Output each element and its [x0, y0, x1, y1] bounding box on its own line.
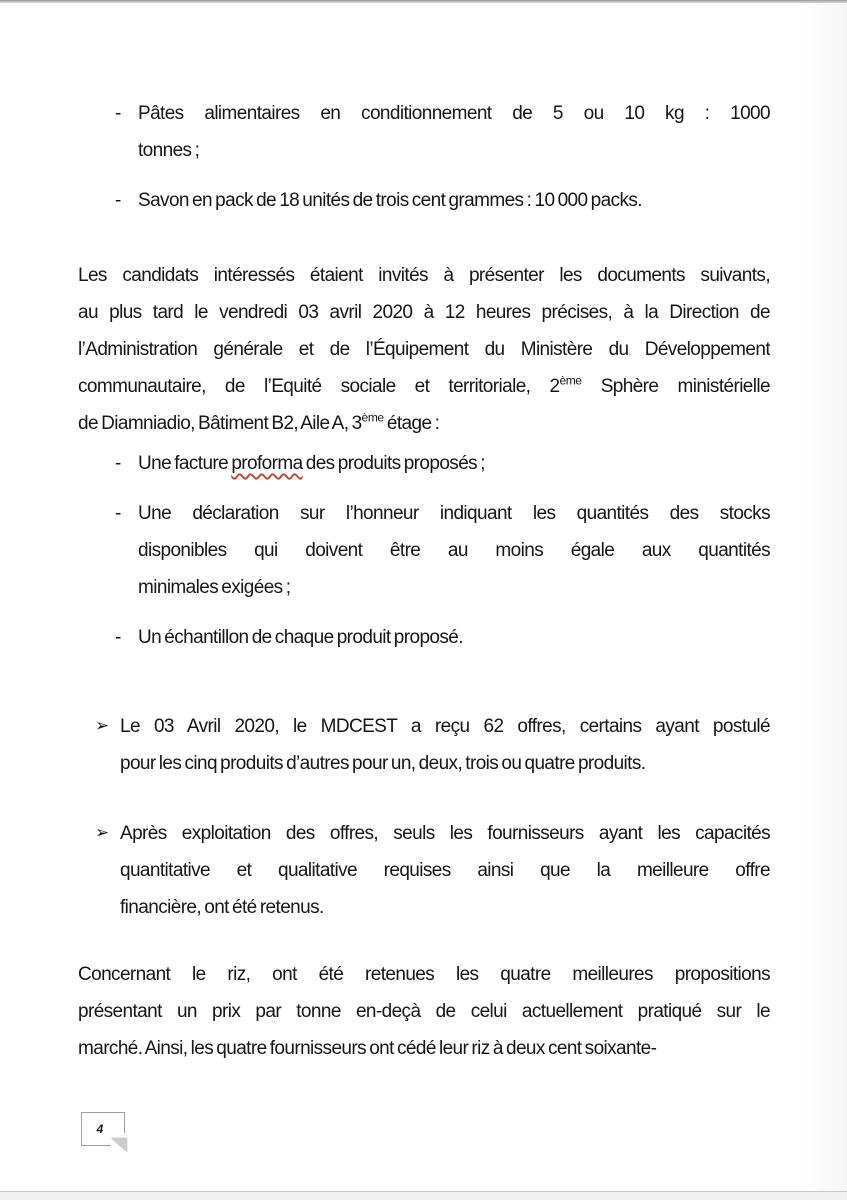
paragraph-riz	[78, 956, 770, 1067]
product-quantity-list	[78, 95, 770, 219]
list-item-offres-recues	[78, 708, 770, 782]
text-line: pour les cinq produits d’autres pour un, deux, trois ou quatre produits.	[120, 753, 646, 774]
list-item-pates	[78, 95, 770, 169]
text-line: disponibles qui doivent être au moins égale aux quantités	[138, 540, 770, 561]
text-segment: étage :	[383, 413, 440, 434]
text-line: Le 03 Avril 2020, le MDCEST a reçu 62 offres, certains ayant postulé	[120, 716, 770, 737]
spellcheck-underlined-word: proforma	[231, 453, 303, 474]
required-documents-list	[78, 445, 770, 656]
text-line: tonnes ;	[138, 140, 200, 161]
text-segment: communautaire, de l’Equité sociale et territoriale, 2	[78, 376, 560, 397]
text-line: Savon en pack de 18 unités de trois cent grammes : 10 000 packs.	[138, 190, 642, 211]
text-line	[138, 445, 770, 482]
text-line: quantitative et qualitative requises ainsi que la meilleure offre	[120, 860, 770, 881]
folded-corner-icon	[111, 1138, 127, 1152]
text-segment: de Diamniadio, Bâtiment B2, Aile A, 3	[78, 413, 362, 434]
text-line	[78, 368, 770, 405]
text-segment: Une facture	[138, 453, 232, 474]
results-list	[78, 708, 770, 926]
page-number: 4	[96, 1122, 104, 1136]
document-body	[0, 3, 847, 1067]
dash-bullet: -	[115, 627, 121, 648]
list-item-echantillon	[78, 619, 770, 656]
ordinal-superscript: ème	[361, 410, 384, 425]
text-line: présentant un prix par tonne en-deçà de celui actuellement pratiqué sur le	[78, 1001, 770, 1022]
paragraph-candidats	[78, 257, 770, 442]
arrow-bullet-icon: ➢	[95, 823, 109, 843]
text-line: Les candidats intéressés étaient invités à présenter les documents suivants,	[78, 265, 770, 286]
text-line: Une déclaration sur l’honneur indiquant les quantités des stocks	[138, 503, 770, 524]
text-line: marché. Ainsi, les quatre fournisseurs ont cédé leur riz à deux cent soixante-	[78, 1038, 657, 1059]
text-line	[78, 405, 770, 442]
text-segment: des produits proposés ;	[302, 453, 485, 474]
text-line: Un échantillon de chaque produit proposé.	[138, 627, 463, 648]
dash-bullet: -	[115, 453, 121, 474]
text-line: Concernant le riz, ont été retenues les quatre meilleures propositions	[78, 964, 770, 985]
text-line: Pâtes alimentaires en conditionnement de 5 ou 10 kg : 1000	[138, 103, 770, 124]
dash-bullet: -	[115, 503, 121, 524]
text-segment: Sphère ministérielle	[581, 376, 770, 397]
list-item-savon	[78, 182, 770, 219]
list-item-facture	[78, 445, 770, 482]
text-line: minimales exigées ;	[138, 577, 291, 598]
text-line: financière, ont été retenus.	[120, 897, 324, 918]
dash-bullet: -	[115, 190, 121, 211]
dash-bullet: -	[115, 103, 121, 124]
list-item-exploitation	[78, 815, 770, 926]
text-line: Après exploitation des offres, seuls les fournisseurs ayant les capacités	[120, 823, 770, 844]
text-line: au plus tard le vendredi 03 avril 2020 à 12 heures précises, à la Direction de	[78, 302, 770, 323]
arrow-bullet-icon: ➢	[95, 716, 109, 736]
text-line: l’Administration générale et de l’Équipement du Ministère du Développement	[78, 339, 770, 360]
ordinal-superscript: ème	[559, 373, 582, 388]
page-number-box	[81, 1112, 125, 1146]
list-item-declaration	[78, 495, 770, 606]
page-bottom-edge	[0, 1191, 847, 1200]
